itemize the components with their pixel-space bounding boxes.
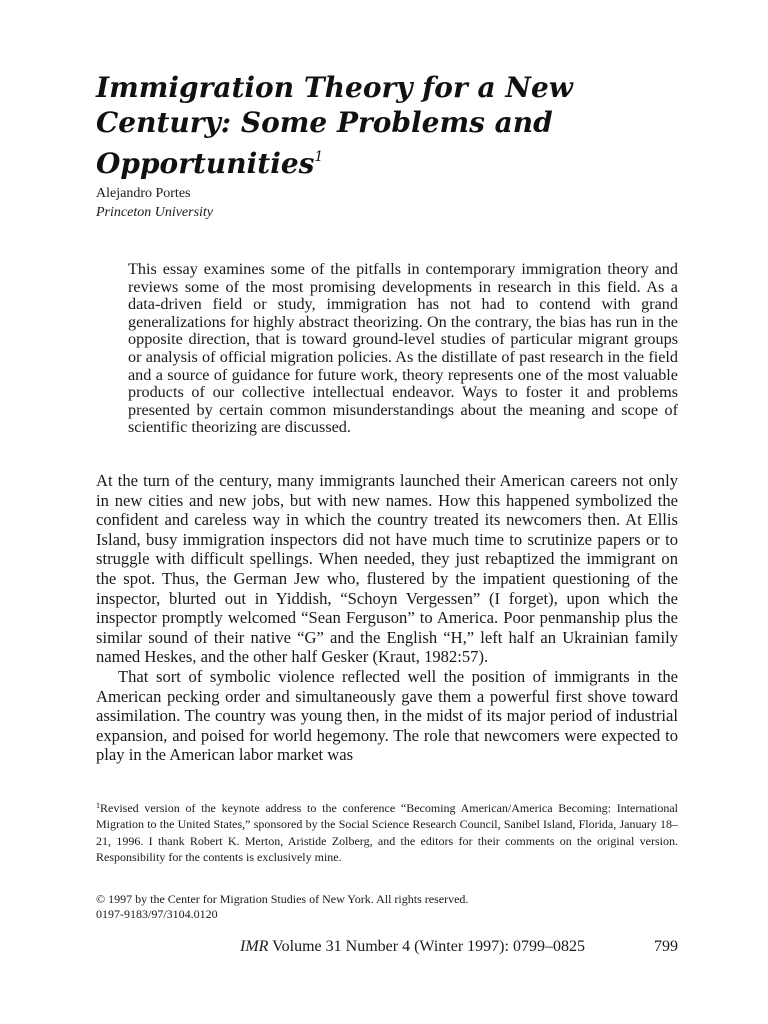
article-title-text: Immigration Theory for a New Century: Some Problems and Opportunities: [96, 71, 573, 180]
abstract: This essay examines some of the pitfalls in contemporary immigration theory and reviews some of the most promising developments in research in this field. As a data-driven field or study, immigration has not had to contend with grand generalizations for highly abstract theorizing. On the contrary, the bias has run in the opposite direction, that is toward ground-level studies of particular migrant groups or analysis of official migration policies. As the distillate of past research in the field and a source of guidance for future work, theory represents one of the most valuable products of our collective intellectual endeavor. Ways to foster it and problems presented by certain common misunderstandings about the meaning and scope of scientific theorizing are discussed.: [128, 260, 678, 437]
body-text: [96, 471, 678, 765]
footnote: [96, 798, 678, 865]
issn-code: 0197-9183/97/3104.0120: [96, 907, 218, 921]
author-name: Alejandro Portes: [96, 186, 191, 201]
author-affiliation: Princeton University: [96, 205, 214, 220]
journal-citation: Volume 31 Number 4 (Winter 1997): 0799–0825: [268, 938, 585, 955]
running-footer: [240, 937, 678, 957]
body-paragraph: At the turn of the century, many immigrants launched their American careers not only in new cities and new jobs, but with new names. How this happened symbolized the confident and careless way in which the country treated its newcomers then. At Ellis Island, busy immigration inspectors did not have much time to scrutinize papers or to struggle with difficult spellings. When needed, they just rebaptized the immigrant on the spot. Thus, the German Jew who, flustered by the impatient questioning of the inspector, blurted out in Yiddish, “Schoyn Vergessen” (I forget), upon which the inspector promptly welcomed “Sean Ferguson” to America. Poor penmanship plus the similar sound of their native “G” and the English “H,” left half an Ukrainian family named Heskes, and the other half Gesker (Kraut, 1982:57).: [96, 471, 678, 667]
page-number: 799: [654, 938, 678, 955]
footnote-text: Revised version of the keynote address to the conference “Becoming American/America Becoming: International Migration to the United States,” sponsored by the Social Science Research Council, Sanibel Island, Florida, January 18–21, 1996. I thank Robert K. Merton, Aristide Zolberg, and the editors for their comments on the original version. Responsibility for the contents is exclusively mine.: [96, 801, 678, 864]
article-title: [96, 70, 656, 181]
body-paragraph: That sort of symbolic violence reflected well the position of immigrants in the American pecking order and simultaneously gave them a powerful first shove toward assimilation. The country was young then, in the midst of its major period of industrial expansion, and poised for world hegemony. The role that newcomers were expected to play in the American labor market was: [96, 666, 678, 765]
title-footnote-mark: 1: [314, 149, 324, 165]
journal-abbrev: IMR: [240, 938, 269, 955]
footnote-mark: 1: [96, 801, 100, 810]
copyright-notice: © 1997 by the Center for Migration Studies of New York. All rights reserved.: [96, 892, 469, 906]
